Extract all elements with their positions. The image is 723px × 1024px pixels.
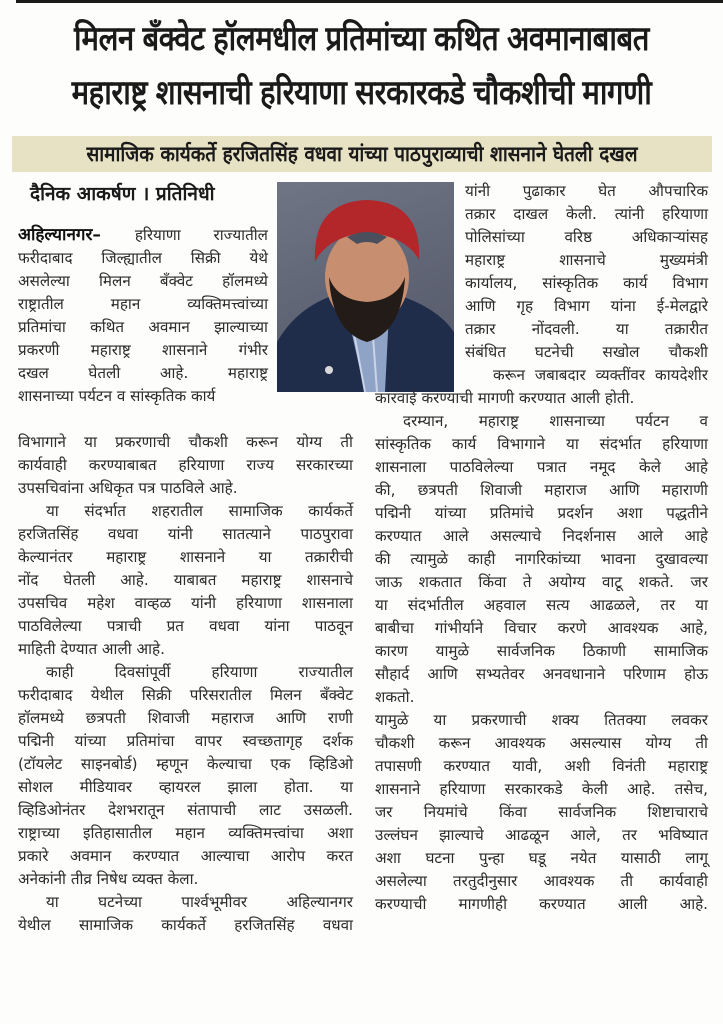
article-line: सौहार्द आणि सभ्यतेवर अनवधानाने परिणाम होऊ bbox=[375, 665, 708, 683]
article-line: असलेल्या तरतुदीनुसार आवश्यक ती कार्यवाही bbox=[375, 872, 708, 890]
article-line: उपसचिव महेश वाव्हळ यांनी हरियाणा शासनाला bbox=[18, 594, 353, 612]
article-line: या घटनेच्या पार्श्वभूमीवर अहिल्यानगर bbox=[46, 893, 353, 911]
article-line: प्रतिमांचा कथित अवमान झाल्याच्या bbox=[18, 318, 268, 336]
article-line: करून जबाबदार व्यक्तींवर कायदेशीर bbox=[493, 366, 708, 384]
article-line: शकतो. bbox=[375, 688, 415, 706]
article-line: जाऊ शकतात किंवा ते अयोग्य वाटू शकते. जर bbox=[375, 573, 708, 591]
article-line: फरीदाबाद जिल्ह्यातील सिक्री येथे bbox=[18, 249, 268, 267]
article-line: करण्यात आले असल्याचे निदर्शनास आले आहे bbox=[375, 527, 708, 545]
article-line: की, छत्रपती शिवाजी महाराज आणि महाराणी bbox=[375, 481, 708, 499]
article-line: केल्यानंतर महाराष्ट्र शासनाने या तक्रारीची bbox=[18, 548, 353, 566]
headline-line-1: मिलन बँक्वेट हॉलमधील प्रतिमांच्या कथित अवमानाबाबत bbox=[73, 19, 650, 59]
article-line: कारवाई करण्याची मागणी करण्यात आली होती. bbox=[375, 389, 635, 407]
portrait-photo bbox=[277, 182, 454, 392]
article-line: अहिल्यानगर– हरियाणा राज्यातील bbox=[18, 225, 268, 245]
article-line: करण्याची मागणीही करण्यात आली आहे. bbox=[375, 895, 708, 913]
article-line: हॉलमध्ये छत्रपती शिवाजी महाराज आणि राणी bbox=[18, 709, 353, 727]
article-line: तक्रार नोंदवली. या तक्रारीत bbox=[465, 320, 708, 338]
article-line: तक्रार दाखल केली. त्यांनी हरियाणा bbox=[465, 205, 708, 223]
article-line: या संदर्भातील अहवाल सत्य आढळले, तर या bbox=[375, 596, 708, 614]
article-line: पाठविलेल्या पत्राची प्रत वधवा यांना पाठवून bbox=[18, 617, 353, 635]
article-line: असलेल्या मिलन बँक्वेट हॉलमध्ये bbox=[18, 272, 268, 290]
article-line: व्हिडिओनंतर देशभरातून संतापाची लाट उसळली. bbox=[18, 801, 353, 819]
article-line: (टॉयलेट साइनबोर्ड) म्हणून केल्याचा एक व्हिडिओ bbox=[18, 755, 353, 773]
article-line: दखल घेतली आहे. महाराष्ट्र bbox=[18, 364, 268, 382]
top-rule bbox=[16, 0, 723, 3]
article-line: सांस्कृतिक कार्य विभागाने या संदर्भात हरियाणा bbox=[375, 435, 708, 453]
portrait-image bbox=[277, 182, 454, 392]
article-line: सोशल मीडियावर व्हायरल झाला होता. या bbox=[18, 778, 353, 796]
article-line: राष्ट्रातील महान व्यक्तिमत्त्वांच्या bbox=[18, 295, 268, 313]
article-line: पद्मिनी यांच्या प्रतिमांचा वापर स्वच्छतागृह दर्शक bbox=[18, 732, 353, 750]
article-line: फरीदाबाद येथील सिक्री परिसरातील मिलन बँक्वेट bbox=[18, 686, 353, 704]
article-line: संबंधित घटनेची सखोल चौकशी bbox=[465, 343, 708, 361]
article-line: कार्यालय, सांस्कृतिक कार्य विभाग bbox=[465, 274, 708, 292]
article-line: महाराष्ट्र शासनाचे मुख्यमंत्री bbox=[465, 251, 708, 269]
article-line: चौकशी करून आवश्यक असल्यास योग्य ती bbox=[375, 734, 708, 752]
article-line: काही दिवसांपूर्वी हरियाणा राज्यातील bbox=[46, 663, 353, 681]
subtitle: सामाजिक कार्यकर्ते हरजितसिंह वधवा यांच्या पाठपुराव्याची शासनाने घेतली दखल bbox=[86, 142, 638, 166]
article-column-2-top bbox=[465, 180, 708, 387]
byline: दैनिक आकर्षण । प्रतिनिधी bbox=[30, 183, 215, 205]
article-column-2 bbox=[375, 387, 708, 916]
article-column-1 bbox=[18, 431, 353, 937]
article-line: दरम्यान, महाराष्ट्र शासनाच्या पर्यटन व bbox=[403, 412, 708, 430]
article-line: माहिती देण्यात आली आहे. bbox=[18, 640, 165, 658]
article-line: अनेकांनी तीव्र निषेध व्यक्त केला. bbox=[18, 870, 199, 888]
article-line: तपासणी करण्यात यावी, अशी विनंती महाराष्ट्र bbox=[375, 757, 708, 775]
article-line: विभागाने या प्रकरणाची चौकशी करून योग्य ती bbox=[18, 433, 353, 451]
headline-line-2: महाराष्ट्र शासनाची हरियाणा सरकारकडे चौकशीची मागणी bbox=[71, 73, 652, 113]
article-line: कारण यामुळे सार्वजनिक ठिकाणी सामाजिक bbox=[375, 642, 708, 660]
article-line: राष्ट्राच्या इतिहासातील महान व्यक्तिमत्त्वांचा अशा bbox=[18, 824, 353, 842]
article-line: शासनाला पाठविलेल्या पत्रात नमूद केले आहे bbox=[375, 458, 708, 476]
article-line: शासनाने हरियाणा सरकारकडे केली आहे. तसेच, bbox=[375, 780, 708, 798]
dateline: अहिल्यानगर– bbox=[18, 225, 135, 245]
article-line: येथील सामाजिक कार्यकर्ते हरजितसिंह वधवा bbox=[18, 916, 353, 934]
article-column-1-top bbox=[18, 224, 268, 408]
headline bbox=[51, 12, 673, 120]
article-line: शासनाच्या पर्यटन व सांस्कृतिक कार्य bbox=[18, 387, 216, 405]
article-line: प्रकरणी महाराष्ट्र शासनाने गंभीर bbox=[18, 341, 268, 359]
article-line: पद्मिनी यांच्या प्रतिमांचे प्रदर्शन अशा पद्धतीने bbox=[375, 504, 708, 522]
article-line: नोंद घेतली आहे. याबाबत महाराष्ट्र शासनाचे bbox=[18, 571, 353, 589]
article-line: यांनी पुढाकार घेत औपचारिक bbox=[465, 182, 708, 200]
article-line: यामुळे या प्रकरणाची शक्य तितक्या लवकर bbox=[375, 711, 708, 729]
article-line: बाबीचा गांभीर्याने विचार करणे आवश्यक आहे, bbox=[375, 619, 708, 637]
article-line: अशा घटना पुन्हा घडू नयेत यासाठी लागू bbox=[375, 849, 708, 867]
article-line: उपसचिवांना अधिकृत पत्र पाठविले आहे. bbox=[18, 479, 238, 497]
article-line: की त्यामुळे काही नागरिकांच्या भावना दुखावल्या bbox=[375, 550, 708, 568]
article-line: आणि गृह विभाग यांना ई-मेलद्वारे bbox=[465, 297, 708, 315]
article-line: प्रकारे अवमान करण्यात आल्याचा आरोप करत bbox=[18, 847, 353, 865]
article-line: कार्यवाही करण्याबाबत हरियाणा राज्य सरकारच्या bbox=[18, 456, 353, 474]
article-line: पोलिसांच्या वरिष्ठ अधिकाऱ्यांसह bbox=[465, 228, 708, 246]
article-line: जर नियमांचे किंवा सार्वजनिक शिष्टाचाराचे bbox=[375, 803, 708, 821]
article-line: या संदर्भात शहरातील सामाजिक कार्यकर्ते bbox=[46, 502, 353, 520]
article-line: हरजितसिंह वधवा यांनी सातत्याने पाठपुरावा bbox=[18, 525, 353, 543]
article-line: उल्लंघन झाल्याचे आढळून आले, तर भविष्यात bbox=[375, 826, 708, 844]
